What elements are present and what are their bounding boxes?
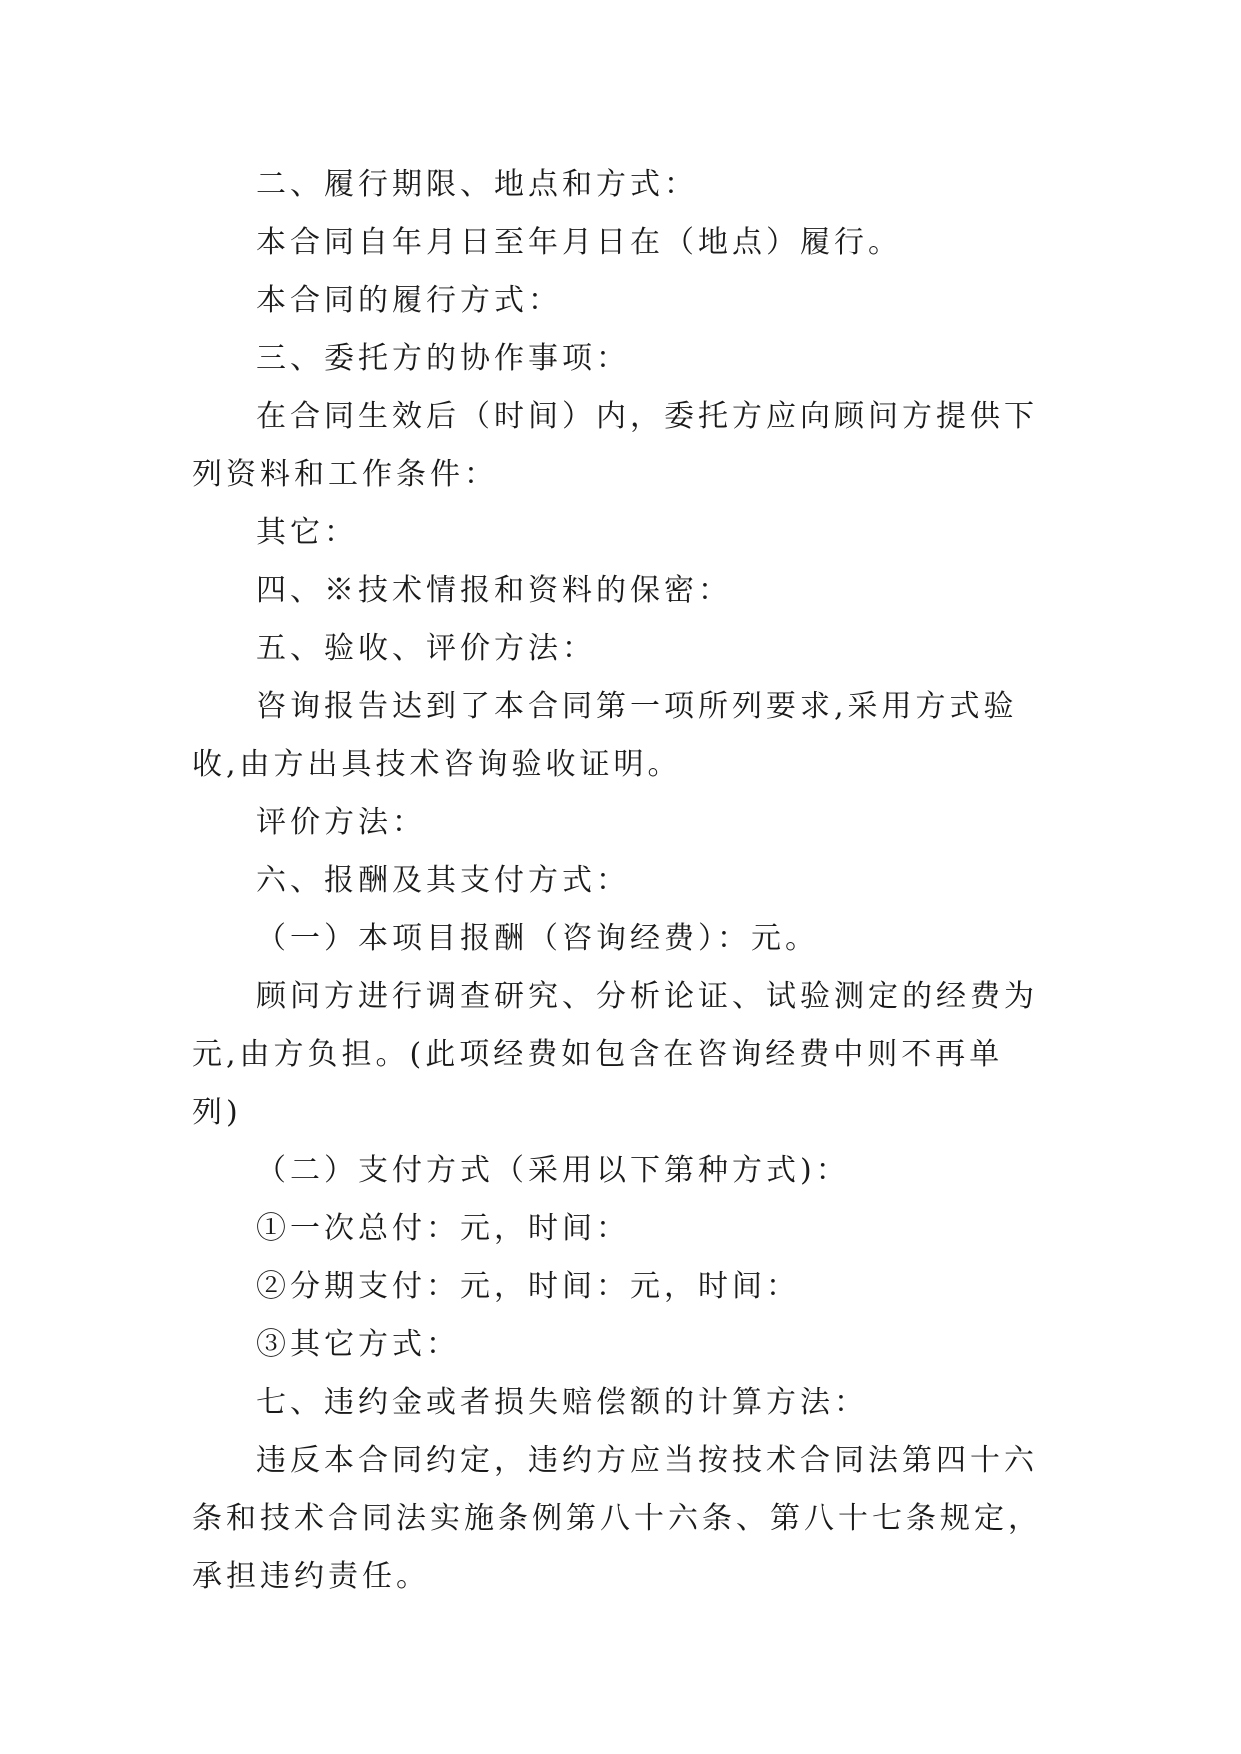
paragraph-evaluation-method: 评价方法：: [256, 805, 426, 840]
paragraph-materials: 在合同生效后（时间）内，委托方应向顾问方提供下列资料和工作条件：: [192, 399, 1038, 492]
paragraph-research-expenses: 顾问方进行调查研究、分析论证、试验测定的经费为元,由方负担。(此项经费如包含在咨询经费中则不再单列): [192, 979, 1038, 1130]
section-heading-cooperation: 三、委托方的协作事项：: [256, 341, 630, 376]
paragraph-performance-method: 本合同的履行方式：: [256, 283, 562, 318]
section-heading-penalty: 七、违约金或者损失赔偿额的计算方法：: [256, 1385, 868, 1420]
paragraph-penalty: 违反本合同约定，违约方应当按技术合同法第四十六条和技术合同法实施条例第八十六条、第八十七条规定，承担违约责任。: [192, 1443, 1042, 1594]
paragraph-payment-lump-sum: ①一次总付：元，时间：: [256, 1211, 630, 1246]
section-heading-confidentiality: 四、※技术情报和资料的保密：: [256, 573, 732, 608]
paragraph-other: 其它：: [256, 515, 358, 550]
document-body: [192, 156, 1050, 1606]
section-heading-acceptance: 五、验收、评价方法：: [256, 631, 596, 666]
paragraph-acceptance: 咨询报告达到了本合同第一项所列要求,采用方式验收,由方出具技术咨询验收证明。: [192, 689, 1018, 782]
paragraph-payment-other: ③其它方式：: [256, 1327, 460, 1362]
paragraph-remuneration-amount: （一）本项目报酬（咨询经费）：元。: [256, 921, 819, 956]
section-heading-remuneration: 六、报酬及其支付方式：: [256, 863, 630, 898]
paragraph-performance-period: 本合同自年月日至年月日在（地点）履行。: [256, 225, 902, 260]
paragraph-payment-installments: ②分期支付：元，时间：元，时间：: [256, 1269, 800, 1304]
section-heading-performance: 二、履行期限、地点和方式：: [256, 167, 698, 202]
paragraph-payment-method: （二）支付方式（采用以下第种方式)：: [256, 1153, 850, 1188]
